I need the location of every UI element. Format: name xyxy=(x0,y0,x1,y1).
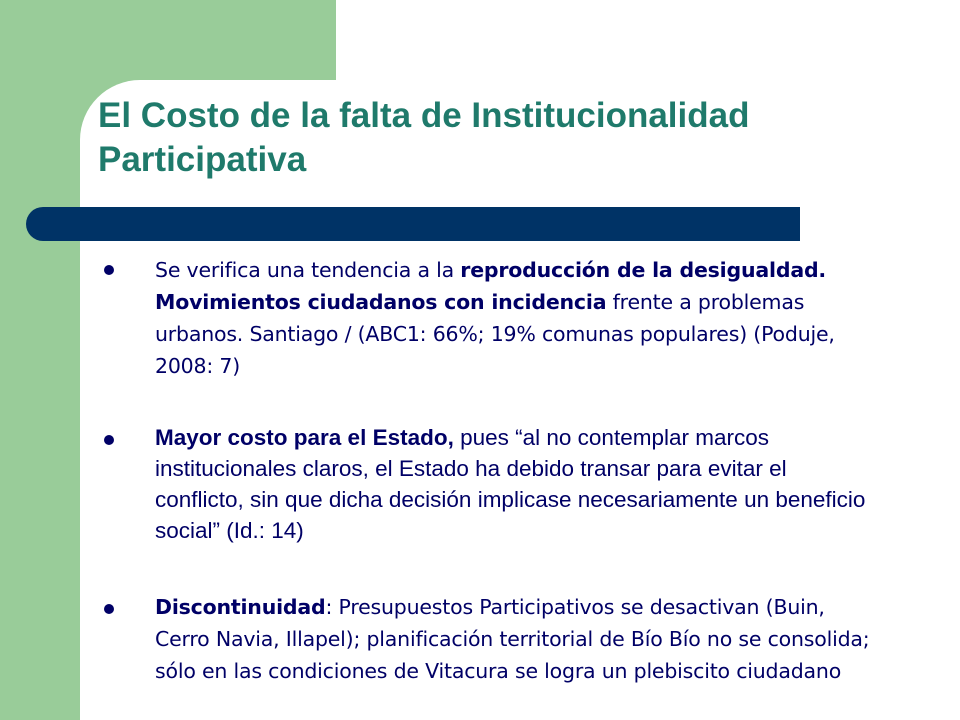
bullet-list xyxy=(100,254,870,687)
bullet-emphasis: Mayor costo para el Estado, xyxy=(155,425,454,450)
bullet-dot-icon xyxy=(104,265,114,275)
bullet-emphasis: Discontinuidad xyxy=(155,595,326,619)
title-divider-bar xyxy=(26,207,800,241)
bullet-item-desigualdad xyxy=(100,254,870,382)
bullet-text-continued: pues “al no contemplar marcos institucionales claros, el Estado ha debido transar para evitar el conflicto, sin que dicha decisión implicase necesariamente un beneficio social” (Id.: 14) xyxy=(155,425,866,543)
bullet-dot-icon xyxy=(104,435,114,445)
bullet-emphasis: reproducción de la desigualdad. Movimientos ciudadanos con incidencia xyxy=(155,258,827,314)
slide-title xyxy=(98,94,918,182)
slide-title-line-2: Participativa xyxy=(98,140,307,179)
slide-title-line-1: El Costo de la falta de Institucionalidad xyxy=(98,96,750,135)
left-accent-bar xyxy=(0,0,80,720)
bullet-item-costo-estado xyxy=(100,422,870,546)
bullet-dot-icon xyxy=(104,604,114,614)
top-accent-block xyxy=(80,0,336,80)
bullet-text-continued: frente a problemas urbanos. Santiago / (ABC1: 66%; 19% comunas populares) (Poduje, 2008: 7) xyxy=(155,290,835,378)
bullet-item-discontinuidad xyxy=(100,591,870,687)
bullet-text-continued: : Presupuestos Participativos se desactivan (Buin, Cerro Navia, Illapel); planificación territorial de Bío Bío no se consolida; sólo en las condiciones de Vitacura se logra un plebiscito ciudadano xyxy=(155,595,870,683)
bullet-text: Se verifica una tendencia a la xyxy=(155,258,461,282)
